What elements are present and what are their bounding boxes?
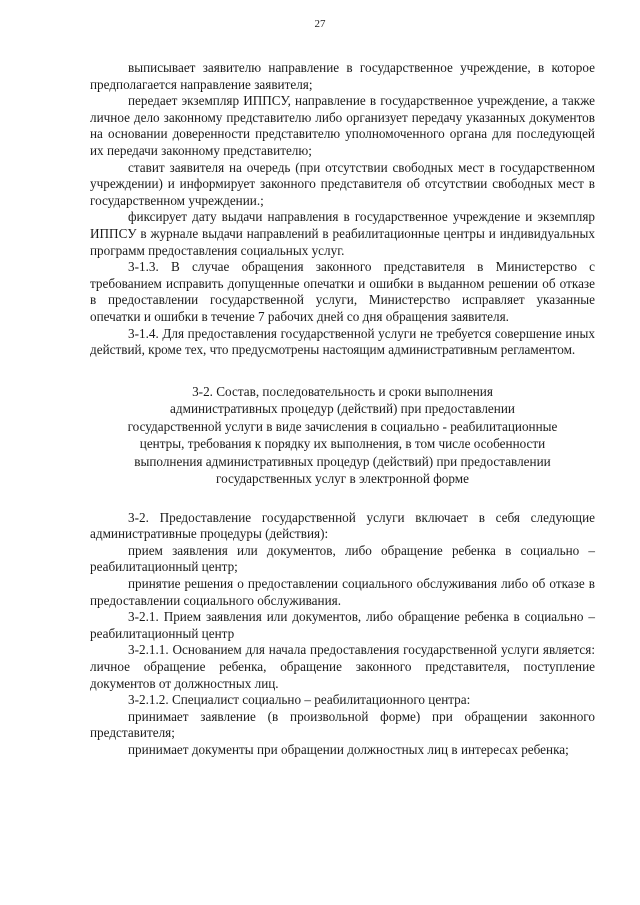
document-body	[90, 60, 595, 759]
paragraph: фиксирует дату выдачи направления в государственное учреждение и экземпляр ИППСУ в журнале выдачи направлений в реабилитационные центры и индивидуальных программ предоставления социальных услуг.	[90, 209, 595, 258]
paragraph: принимает заявление (в произвольной форме) при обращении законного представителя;	[90, 708, 595, 741]
paragraph: ставит заявителя на очередь (при отсутствии свободных мест в государственном учреждении) и информирует законного представителя об отсутствии свободных мест в государственном учреждении.;	[90, 159, 595, 208]
paragraph: 3-1.3. В случае обращения законного представителя в Министерство с требованием исправить допущенные опечатки и ошибки в выданном решении об отказе в предоставлении государственной услуги, Министерство исправляет указанные опечатки и ошибки в течение 7 рабочих дней со дня обращения заявителя.	[90, 259, 595, 324]
section-heading-line: государственной услуги в виде зачисления в социально - реабилитационные	[127, 418, 558, 434]
paragraph: принимает документы при обращении должностных лиц в интересах ребенка;	[128, 742, 569, 757]
paragraph: 3-2.1.1. Основанием для начала предоставления государственной услуги является: личное обращение ребенка, обращение законного представителя, поступление документов от должностных лиц.	[90, 642, 595, 691]
paragraph: 3-2.1. Прием заявления или документов, либо обращение ребенка в социально – реабилитационный центр	[90, 609, 595, 641]
paragraph: прием заявления или документов, либо обращение ребенка в социально – реабилитационный центр;	[90, 542, 595, 575]
page-number: 27	[314, 18, 326, 30]
paragraph: принятие решения о предоставлении социального обслуживания либо об отказе в предоставлении социального обслуживания.	[90, 576, 595, 608]
paragraph: 3-1.4. Для предоставления государственной услуги не требуется совершение иных действий, кроме тех, что предусмотрены настоящим административным регламентом.	[90, 325, 595, 358]
section-heading-line: центры, требования к порядку их выполнения, в том числе особенности	[139, 436, 546, 452]
section-heading	[90, 383, 595, 488]
paragraph: выписывает заявителю направление в государственное учреждение, в которое предполагается направление заявителя;	[90, 60, 595, 92]
section-heading-line: 3-2. Состав, последовательность и сроки выполнения	[192, 383, 493, 399]
paragraph: передает экземпляр ИППСУ, направление в государственное учреждение, а также личное дело законному представителю либо организует передачу указанных документов на основании доверенности представителю уполномоченного органа для последующей их передачи законному представителю;	[90, 93, 595, 158]
section-heading-line: выполнения административных процедур (действий) при предоставлении	[134, 453, 551, 469]
section-heading-line: административных процедур (действий) при предоставлении	[170, 401, 515, 417]
paragraph: 3-2. Предоставление государственной услуги включает в себя следующие административные процедуры (действия):	[90, 509, 595, 542]
paragraph: 3-2.1.2. Специалист социально – реабилитационного центра:	[128, 692, 471, 708]
section-heading-line: государственных услуг в электронной форме	[216, 471, 469, 487]
